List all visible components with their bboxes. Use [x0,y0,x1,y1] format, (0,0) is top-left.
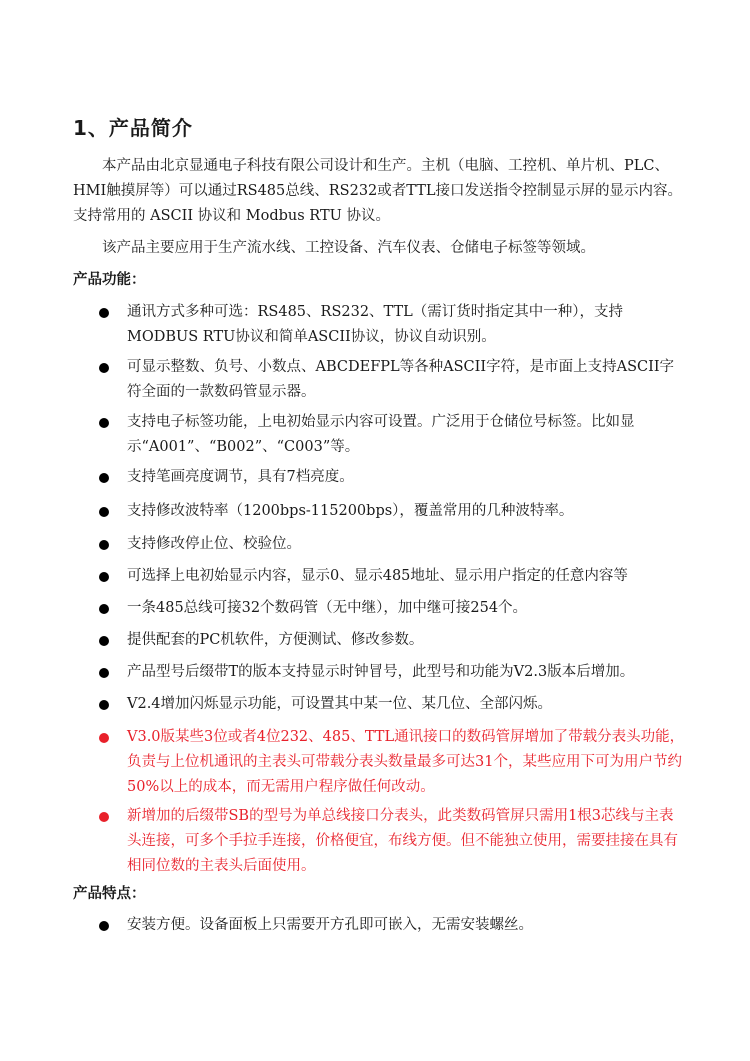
bullet-icon [99,604,109,614]
list-item-text: 可选择上电初始显示内容，显示0、显示485地址、显示用户指定的任意内容等 [127,568,628,584]
bullet-icon [99,812,109,822]
bullet-icon [99,733,109,743]
bullet-icon [99,700,109,710]
bullet-icon [99,668,109,678]
bullet-icon [99,363,109,373]
list-item-text: 支持修改停止位、校验位。 [127,536,301,552]
list-item-text: 安装方便。设备面板上只需要开方孔即可嵌入，无需安装螺丝。 [127,917,533,933]
list-item-text: 可显示整数、负号、小数点、ABCDEFPL等各种ASCII字符，是市面上支持ASCII字符全面的一款数码管显示器。 [127,359,675,400]
list-item-text: 支持笔画亮度调节，具有7档亮度。 [127,469,354,485]
bullet-icon [99,308,109,318]
intro-paragraph-1: 本产品由北京显通电子科技有限公司设计和生产。主机（电脑、工控机、单片机、PLC、HMI触摸屏等）可以通过RS485总线、RS232或者TTL接口发送指令控制显示屏的显示内容。支持常用的 ASCII 协议和 Modbus RTU 协议。 [73,158,683,224]
list-item-text: 支持电子标签功能，上电初始显示内容可设置。广泛用于仓储位号标签。比如显示“A001”、“B002”、“C003”等。 [127,414,635,455]
bullet-icon [99,636,109,646]
features-heading: 产品特点： [73,886,146,902]
intro-paragraph-2: 该产品主要应用于生产流水线、工控设备、汽车仪表、仓储电子标签等领域。 [102,240,595,256]
bullet-icon [99,540,109,550]
list-item-text: V2.4增加闪烁显示功能，可设置其中某一位、某几位、全部闪烁。 [127,696,553,712]
bullet-icon [99,473,109,483]
section-title: 1、产品简介 [73,116,193,140]
list-item-text: 产品型号后缀带T的版本支持显示时钟冒号，此型号和功能为V2.3版本后增加。 [127,664,635,680]
bullet-icon [99,921,109,931]
bullet-icon [99,418,109,428]
list-item-text: 一条485总线可接32个数码管（无中继），加中继可接254个。 [127,600,528,616]
functions-heading: 产品功能： [73,272,146,288]
bullet-icon [99,572,109,582]
list-item-text: V3.0版某些3位或者4位232、485、TTL通讯接口的数码管屏增加了带载分表头功能，负责与上位机通讯的主表头可带载分表头数量最多可达31个，某些应用下可为用户节约50%以上的成本，而无需用户程序做任何改动。 [127,729,685,795]
list-item-text: 通讯方式多种可选：RS485、RS232、TTL（需订货时指定其中一种），支持MODBUS RTU协议和简单ASCII协议，协议自动识别。 [127,304,624,345]
bullet-icon [99,507,109,517]
list-item-text: 支持修改波特率（1200bps-115200bps），覆盖常用的几种波特率。 [127,503,574,519]
list-item-text: 新增加的后缀带SB的型号为单总线接口分表头，此类数码管屏只需用1根3芯线与主表头连接，可多个手拉手连接，价格便宜，布线方便。但不能独立使用，需要挂接在具有相同位数的主表头后面使用。 [127,808,678,874]
list-item-text: 提供配套的PC机软件，方便测试、修改参数。 [127,632,424,648]
